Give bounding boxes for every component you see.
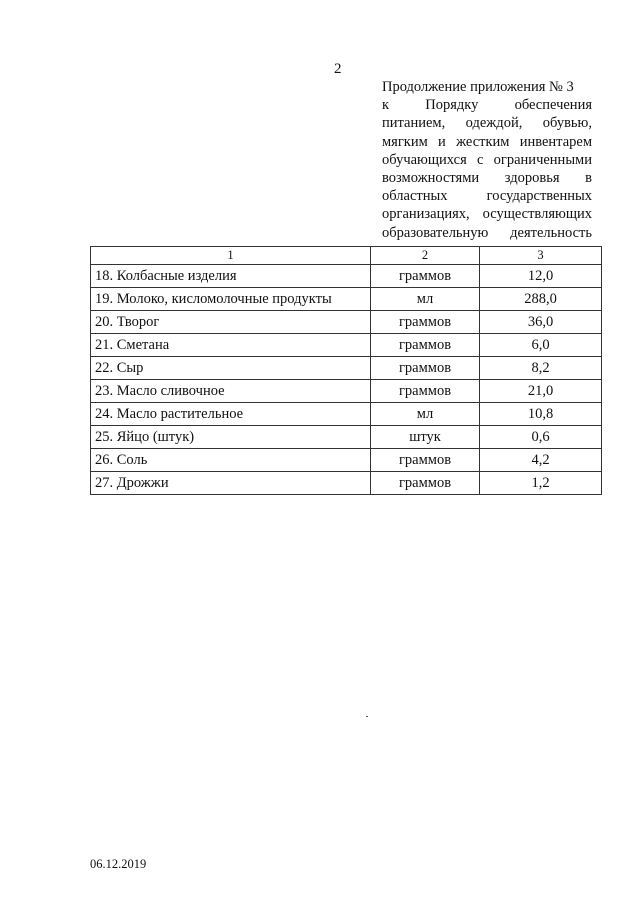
product-name-cell: 25. Яйцо (штук) (91, 426, 371, 449)
quantity-cell: 36,0 (480, 311, 602, 334)
unit-cell: граммов (371, 472, 480, 495)
table-row (91, 472, 602, 495)
quantity-cell: 12,0 (480, 265, 602, 288)
column-header-3: 3 (480, 247, 602, 265)
table-row (91, 311, 602, 334)
annex-line: питанием, одеждой, обувью, (382, 115, 592, 132)
product-name-cell: 26. Соль (91, 449, 371, 472)
annex-header (382, 78, 592, 242)
quantity-cell: 1,2 (480, 472, 602, 495)
quantity-cell: 8,2 (480, 357, 602, 380)
annex-line: обучающихся с ограниченными (382, 151, 592, 168)
page-number: 2 (334, 61, 342, 77)
product-name-cell: 24. Масло растительное (91, 403, 371, 426)
column-header-1: 1 (91, 247, 371, 265)
table-row (91, 403, 602, 426)
unit-cell: граммов (371, 311, 480, 334)
table-row (91, 288, 602, 311)
unit-cell: граммов (371, 334, 480, 357)
quantity-cell: 6,0 (480, 334, 602, 357)
product-name-cell: 27. Дрожжи (91, 472, 371, 495)
table-row (91, 426, 602, 449)
unit-cell: штук (371, 426, 480, 449)
table-row (91, 357, 602, 380)
table-row (91, 265, 602, 288)
scan-dot-mark (366, 716, 368, 717)
annex-line: организациях, осуществляющих (382, 206, 592, 223)
table-row (91, 334, 602, 357)
annex-line: к Порядку обеспечения (382, 97, 592, 114)
unit-cell: мл (371, 403, 480, 426)
product-name-cell: 19. Молоко, кисломолочные продукты (91, 288, 371, 311)
unit-cell: граммов (371, 357, 480, 380)
annex-title: Продолжение приложения № 3 (382, 79, 574, 95)
annex-line: возможностями здоровья в (382, 170, 592, 187)
quantity-cell: 0,6 (480, 426, 602, 449)
annex-line: областных государственных (382, 188, 592, 205)
unit-cell: граммов (371, 265, 480, 288)
product-name-cell: 20. Творог (91, 311, 371, 334)
footer-date: 06.12.2019 (90, 857, 147, 871)
table-header-row (91, 247, 602, 265)
annex-line: образовательную деятельность (382, 224, 592, 241)
product-name-cell: 22. Сыр (91, 357, 371, 380)
quantity-cell: 4,2 (480, 449, 602, 472)
quantity-cell: 21,0 (480, 380, 602, 403)
table-row (91, 380, 602, 403)
quantity-cell: 288,0 (480, 288, 602, 311)
annex-line: мягким и жестким инвентарем (382, 133, 592, 150)
norms-table (90, 246, 602, 495)
column-header-2: 2 (371, 247, 480, 265)
unit-cell: граммов (371, 449, 480, 472)
product-name-cell: 21. Сметана (91, 334, 371, 357)
table-row (91, 449, 602, 472)
quantity-cell: 10,8 (480, 403, 602, 426)
product-name-cell: 18. Колбасные изделия (91, 265, 371, 288)
unit-cell: граммов (371, 380, 480, 403)
product-name-cell: 23. Масло сливочное (91, 380, 371, 403)
unit-cell: мл (371, 288, 480, 311)
